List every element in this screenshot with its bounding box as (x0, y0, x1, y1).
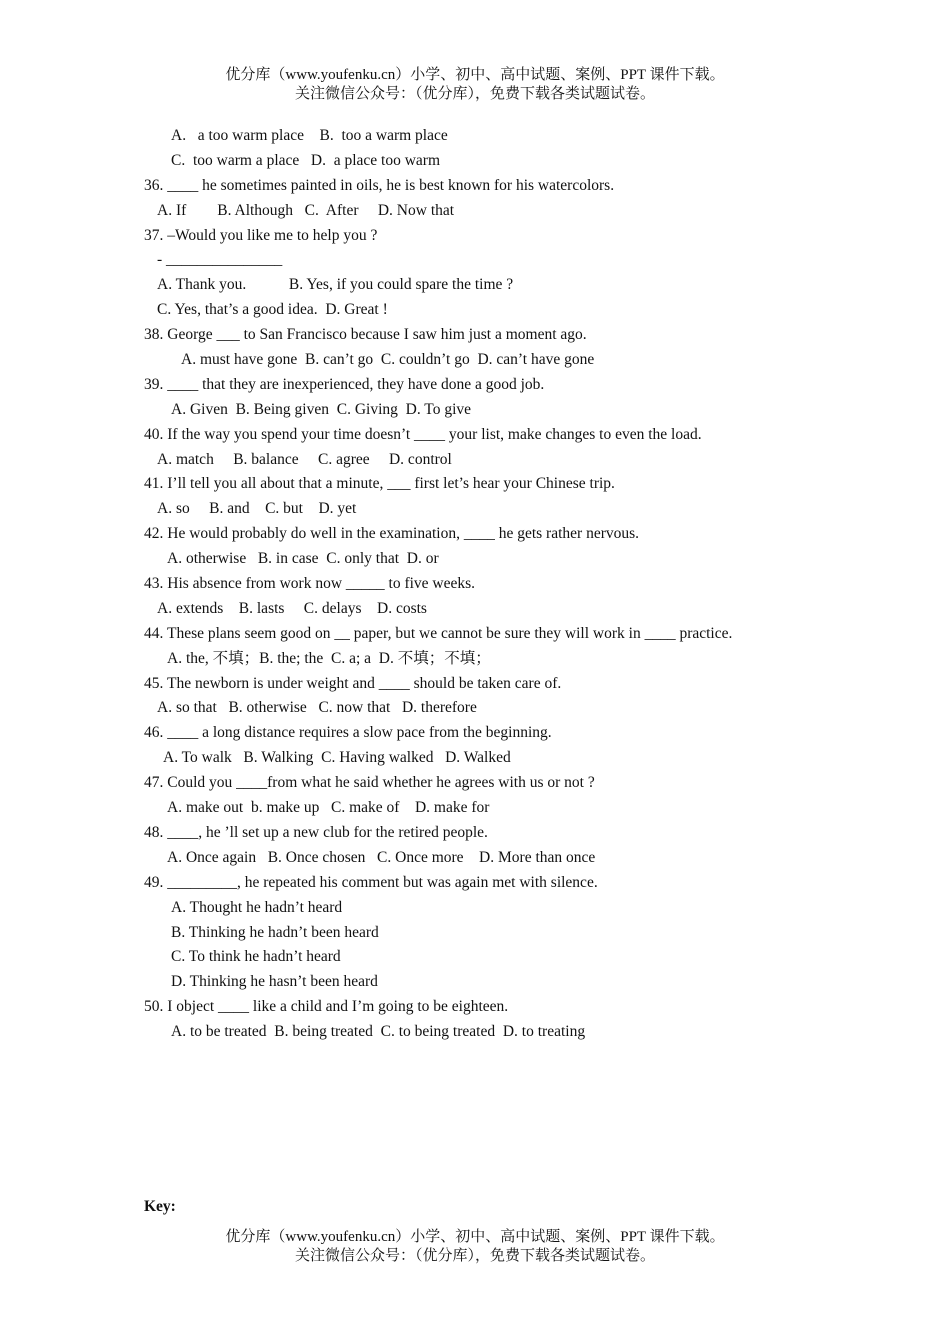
question-46: 46. ____ a long distance requires a slow pace from the beginning. (144, 724, 552, 742)
option-line: A. If B. Although C. After D. Now that (157, 201, 455, 219)
header-line-1: 优分库（www.youfenku.cn）小学、初中、高中试题、案例、PPT 课件下载。 (225, 67, 725, 83)
question-48: 48. ____, he ’ll set up a new club for the retired people. (144, 823, 488, 841)
option-line: B. Thinking he hadn’t been heard (171, 923, 379, 941)
option-line: A. Once again B. Once chosen C. Once more D. More than once (167, 848, 596, 866)
page-footer (0, 1228, 950, 1266)
question-37: 37. –Would you like me to help you ? (144, 226, 378, 244)
answer-blank-line: - _______________ (157, 251, 283, 269)
question-50: 50. I object ____ like a child and I’m going to be eighteen. (144, 998, 509, 1016)
option-line: D. Thinking he hasn’t been heard (171, 973, 378, 991)
option-line: A. a too warm place B. too a warm place (171, 127, 448, 144)
option-line: A. so that B. otherwise C. now that D. therefore (157, 699, 477, 717)
option-line: C. too warm a place D. a place too warm (171, 151, 441, 169)
option-line: A. to be treated B. being treated C. to being treated D. to treating (171, 1023, 586, 1041)
answer-key-label: Key: (144, 1198, 176, 1215)
option-line: A. extends B. lasts C. delays D. costs (157, 599, 427, 617)
question-47: 47. Could you ____from what he said whether he agrees with us or not ? (144, 774, 595, 792)
question-41: 41. I’ll tell you all about that a minute, ___ first let’s hear your Chinese trip. (144, 475, 615, 493)
question-38: 38. George ___ to San Francisco because I saw him just a moment ago. (144, 326, 587, 344)
option-line: A. Thought he hadn’t heard (171, 898, 343, 916)
option-line: A. Given B. Being given C. Giving D. To give (171, 400, 472, 418)
option-line: A. must have gone B. can’t go C. couldn’t go D. can’t have gone (181, 351, 595, 369)
option-line: A. make out b. make up C. make of D. make for (167, 799, 490, 817)
option-line: A. otherwise B. in case C. only that D. or (167, 550, 439, 568)
option-line: C. Yes, that’s a good idea. D. Great ! (157, 301, 388, 319)
question-43: 43. His absence from work now _____ to five weeks. (144, 575, 476, 593)
option-line: A. the, 不填；B. the; the C. a; a D. 不填；不填； (167, 649, 491, 667)
question-36: 36. ____ he sometimes painted in oils, he is best known for his watercolors. (144, 176, 615, 194)
question-list (0, 124, 950, 1045)
question-42: 42. He would probably do well in the examination, ____ he gets rather nervous. (144, 525, 640, 543)
question-49: 49. _________, he repeated his comment but was again met with silence. (144, 873, 598, 891)
question-40: 40. If the way you spend your time doesn’t ____ your list, make changes to even the load. (144, 425, 702, 443)
question-39: 39. ____ that they are inexperienced, they have done a good job. (144, 375, 545, 393)
option-line: A. match B. balance C. agree D. control (157, 450, 452, 468)
option-line: A. Thank you. B. Yes, if you could spare the time ? (157, 276, 514, 294)
option-line: A. so B. and C. but D. yet (157, 500, 357, 518)
header-line-2: 关注微信公众号：（优分库），免费下载各类试题试卷。 (294, 86, 655, 102)
option-line: A. To walk B. Walking C. Having walked D. Walked (163, 749, 511, 767)
footer-line-1: 优分库（www.youfenku.cn）小学、初中、高中试题、案例、PPT 课件下载。 (225, 1229, 725, 1245)
question-44: 44. These plans seem good on __ paper, but we cannot be sure they will work in ____ practice. (144, 624, 733, 642)
footer-line-2: 关注微信公众号：（优分库），免费下载各类试题试卷。 (294, 1248, 655, 1264)
question-45: 45. The newborn is under weight and ____ should be taken care of. (144, 674, 562, 692)
page-header (0, 66, 950, 104)
option-line: C. To think he hadn’t heard (171, 948, 341, 966)
